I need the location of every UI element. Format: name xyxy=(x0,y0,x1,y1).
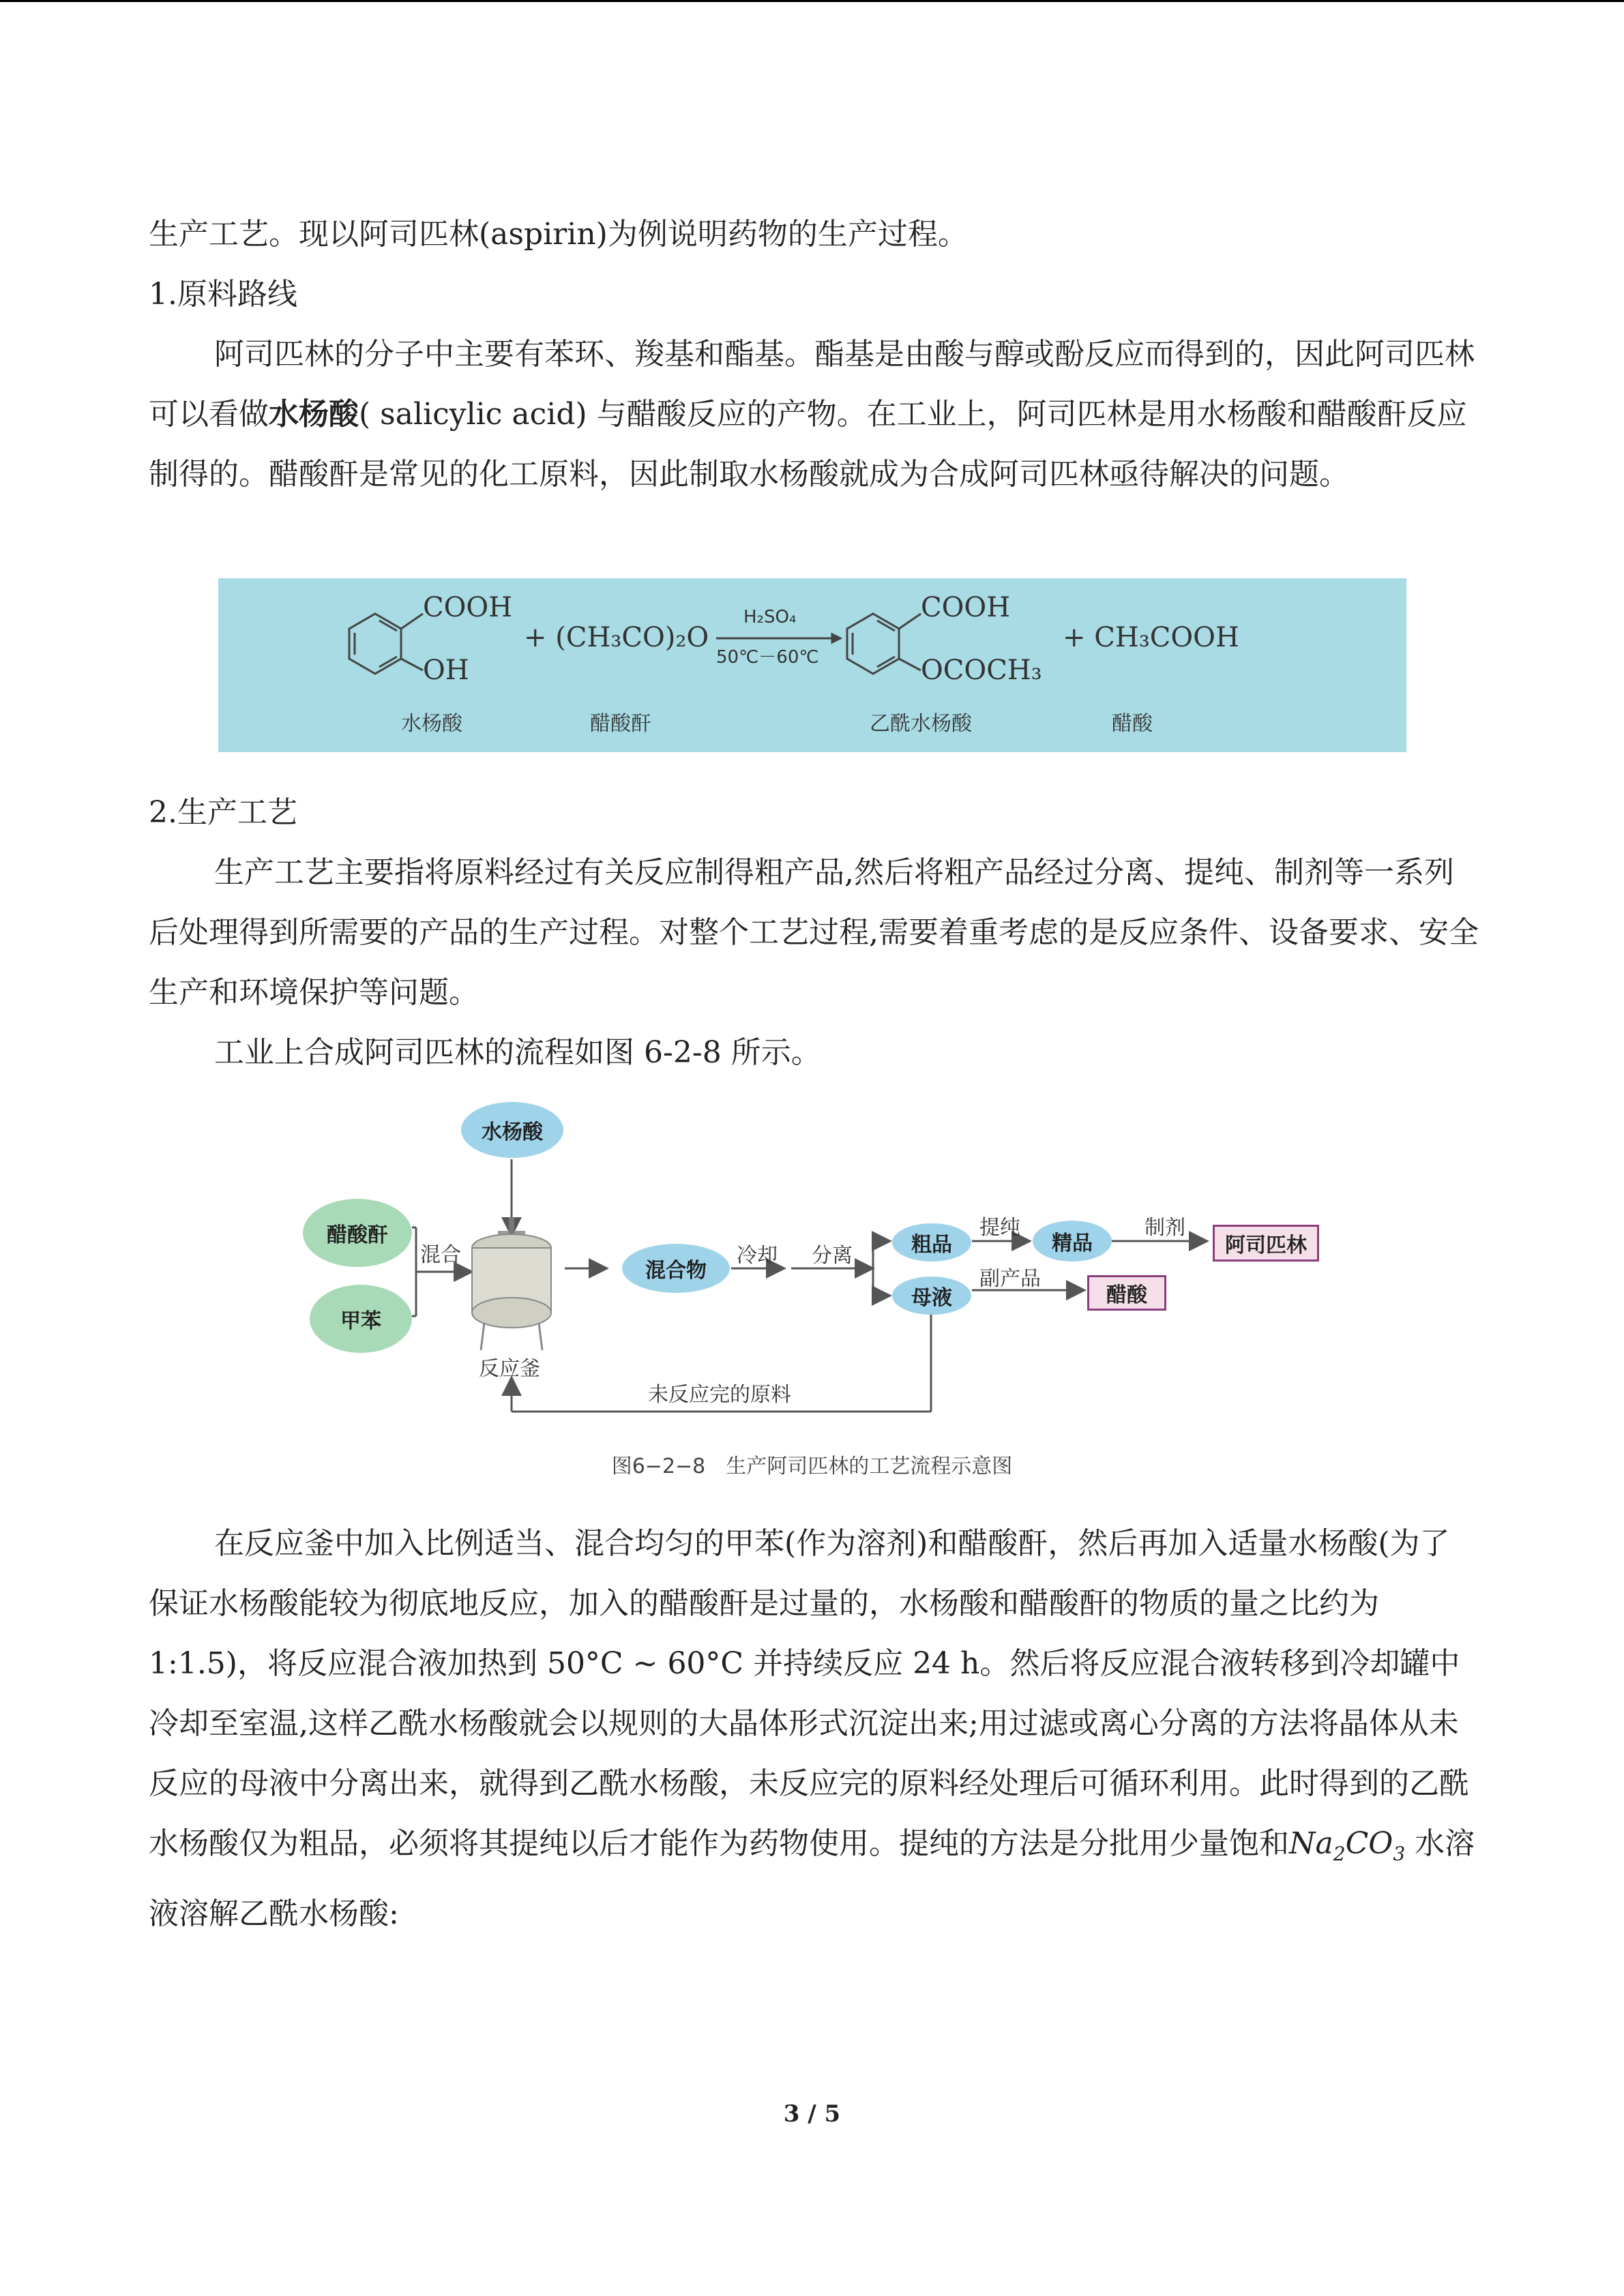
label-formulate: 制剂 xyxy=(1145,1216,1185,1240)
label-separate: 分离 xyxy=(812,1244,853,1268)
label-byproduct: 副产品 xyxy=(979,1267,1041,1291)
heading-production-process: 2.生产工艺 xyxy=(149,795,297,830)
paragraph-process-detail xyxy=(149,1514,1479,1944)
chem-co: CO xyxy=(1345,1826,1393,1861)
paragraph-process-detail-end: 水溶液溶解乙酰水杨酸: xyxy=(149,1826,1475,1931)
acetic-anhydride-formula: + (CH₃CO)₂O xyxy=(524,622,709,653)
paragraph-raw-material-text: 阿司匹林的分子中主要有苯环、羧基和酯基。酯基是由酸与醇或酚反应而得到的，因此阿司匹林可以看做 xyxy=(149,337,1475,432)
keyword-salicylic-acid: 水杨酸 xyxy=(269,397,359,432)
label-salicylic-acid: 水杨酸 xyxy=(401,712,462,736)
heading-raw-material-route: 1.原料路线 xyxy=(149,277,297,312)
product-acetic-acid: 醋酸 xyxy=(1087,1275,1166,1311)
node-salicylic-acid: 水杨酸 xyxy=(461,1102,563,1158)
label-unreacted-material: 未反应完的原料 xyxy=(648,1383,791,1407)
benzene-ring-icon xyxy=(847,614,921,674)
label-cool: 冷却 xyxy=(737,1244,778,1268)
process-flow-diagram xyxy=(293,1091,1385,1446)
chem-na: Na xyxy=(1289,1826,1333,1861)
product-aspirin: 阿司匹林 xyxy=(1213,1225,1319,1262)
figure-caption: 图6−2−8 生产阿司匹林的工艺流程示意图 xyxy=(611,1455,1013,1478)
salicylic-oh-group: OH xyxy=(423,655,469,686)
paragraph-intro: 生产工艺。现以阿司匹林(aspirin)为例说明药物的生产过程。 xyxy=(149,217,968,252)
flow-connectors xyxy=(293,1091,1385,1446)
node-crude-product: 粗品 xyxy=(892,1223,971,1262)
label-purify: 提纯 xyxy=(979,1216,1020,1240)
chem-sub-2: 2 xyxy=(1333,1842,1346,1865)
reaction-equation-panel xyxy=(218,578,1406,752)
salicylic-cooh-group: COOH xyxy=(423,592,513,623)
page-number: 3 / 5 xyxy=(783,2100,841,2128)
node-refined-product: 精品 xyxy=(1033,1221,1112,1262)
label-acetylsalicylic-acid: 乙酰水杨酸 xyxy=(870,712,972,736)
paragraph-flow-intro: 工业上合成阿司匹林的流程如图 6-2-8 所示。 xyxy=(214,1035,821,1070)
paragraph-raw-material-rest: ( salicylic acid) 与醋酸反应的产物。在工业上，阿司匹林是用水杨酸和醋酸酐反应制得的。醋酸酐是常见的化工原料，因此制取水杨酸就成为合成阿司匹林亟待解决的问题。 xyxy=(149,397,1467,492)
reaction-arrow-icon xyxy=(716,634,840,642)
node-mother-liquor: 母液 xyxy=(892,1277,971,1315)
sodium-carbonate-formula xyxy=(1289,1826,1406,1865)
aspirin-cooh-group: COOH xyxy=(921,592,1011,623)
chem-sub-3: 3 xyxy=(1393,1842,1406,1865)
label-reactor: 反应釜 xyxy=(479,1357,540,1381)
node-toluene: 甲苯 xyxy=(310,1285,412,1353)
acetic-acid-formula: + CH₃COOH xyxy=(1063,622,1239,653)
reactor-vessel-icon xyxy=(472,1217,551,1350)
paragraph-process-detail-text: 在反应釜中加入比例适当、混合均匀的甲苯(作为溶剂)和醋酸酐，然后再加入适量水杨酸(为了保证水杨酸能较为彻底地反应，加入的醋酸酐是过量的，水杨酸和醋酸酐的物质的量之比约为 1:1.5)，将反应混合液加热到 50°C ~ 60°C 并持续反应 24 h。然后将反应混合液转移到冷却罐中冷却至室温,这样乙酰水杨酸就会以规则的大晶体形式沉淀出来;用过滤或离心分离的方法将晶体从未反应的母液中分离出来，就得到乙酰水杨酸，未反应完的原料经处理后可循环利用。此时得到的乙酰水杨酸仅为粗品，必须将其提纯以后才能作为药物使用。提纯的方法是分批用少量饱和 xyxy=(149,1526,1469,1861)
temperature-condition: 50℃－60℃ xyxy=(716,647,819,668)
label-acetic-acid: 醋酸 xyxy=(1112,712,1153,736)
paragraph-raw-material xyxy=(149,325,1479,505)
node-acetic-anhydride: 醋酸酐 xyxy=(303,1199,412,1267)
label-mix: 混合 xyxy=(420,1243,461,1267)
catalyst-label: H₂SO₄ xyxy=(743,607,797,627)
benzene-ring-icon xyxy=(349,614,423,674)
page-top-border xyxy=(0,0,1624,2)
node-mixture: 混合物 xyxy=(622,1244,730,1293)
paragraph-production-process: 生产工艺主要指将原料经过有关反应制得粗产品,然后将粗产品经过分离、提纯、制剂等一系列后处理得到所需要的产品的生产过程。对整个工艺过程,需要着重考虑的是反应条件、设备要求、安全生产和环境保护等问题。 xyxy=(149,855,1479,1010)
label-acetic-anhydride: 醋酸酐 xyxy=(590,712,651,736)
aspirin-ococh3-group: OCOCH₃ xyxy=(921,655,1042,686)
